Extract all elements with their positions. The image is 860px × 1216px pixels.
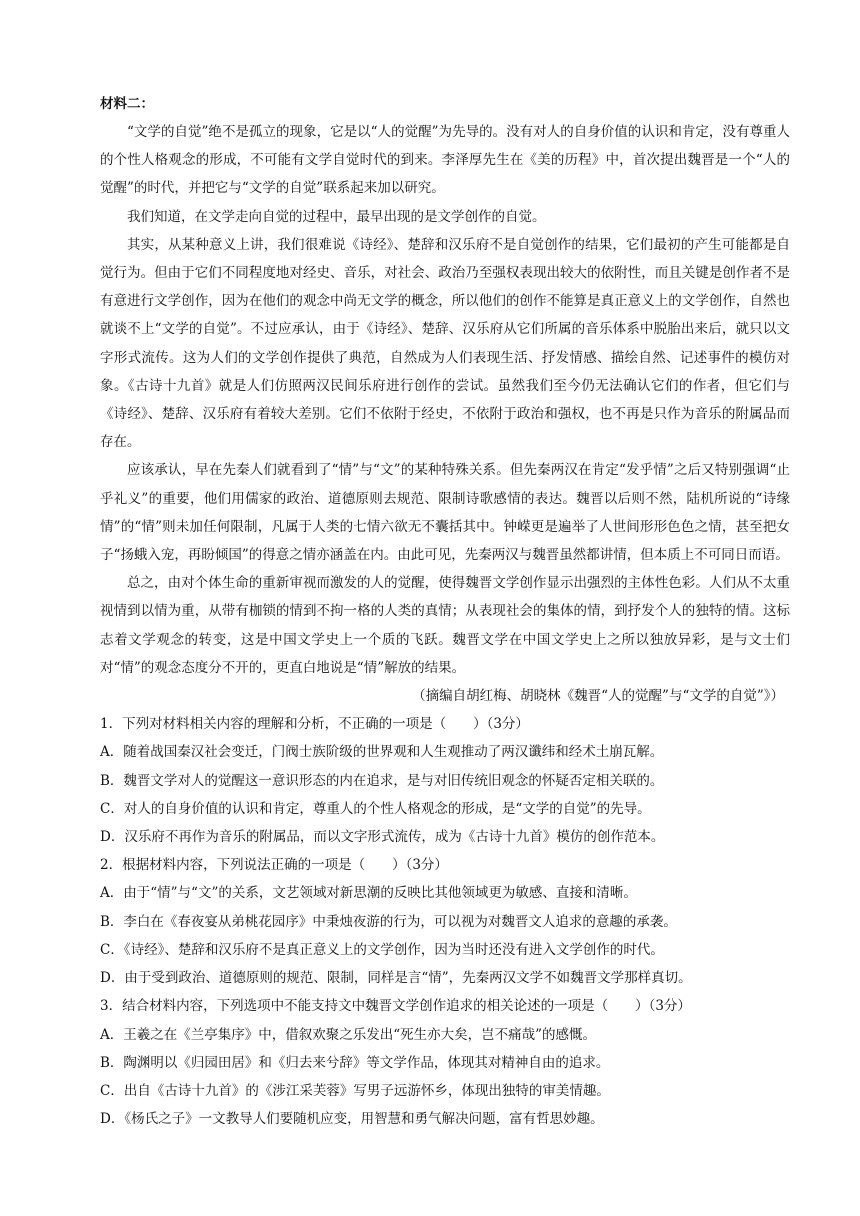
material-heading: 材料二：	[100, 96, 154, 112]
exam-page	[100, 90, 790, 1133]
option-b: B．李白在《春夜宴从弟桃花园序》中秉烛夜游的行为，可以视为对魏晋文人追求的意趣的承袭。	[100, 913, 677, 930]
article-body	[100, 118, 790, 682]
paragraph-3: 其实，从某种意义上讲，我们很难说《诗经》、楚辞和汉乐府不是自觉创作的结果，它们最初的产生可能都是自觉行为。但由于它们不同程度地对经史、音乐，对社会、政治乃至强权表现出较大的依附性，而且关键是创作者不是有意进行文学创作，因为在他们的观念中尚无文学的概念，所以他们的创作不能算是真正意义上的文学创作，自然也就谈不上“文学的自觉”。不过应承认，由于《诗经》、楚辞、汉乐府从它们所属的音乐体系中脱胎出来后，就只以文字形式流传。这为人们的文学创作提供了典范，自然成为人们表现生活、抒发情感、描绘自然、记述事件的模仿对象。《古诗十九首》就是人们仿照两汉民间乐府进行创作的尝试。虽然我们至今仍无法确认它们的作者，但它们与《诗经》、楚辞、汉乐府有着较大差别。它们不依附于经史，不依附于政治和强权，也不再是只作为音乐的附属品而存在。	[100, 236, 790, 451]
option-d: D．汉乐府不再作为音乐的附属品，而以文字形式流传，成为《古诗十九首》模仿的创作范本。	[100, 829, 665, 846]
option-c: C．出自《古诗十九首》的《涉江采芙蓉》写男子远游怀乡，体现出独特的审美情趣。	[100, 1082, 610, 1099]
paragraph-4: 应该承认，早在先秦人们就看到了“情”与“文”的某种特殊关系。但先秦两汉在肯定“发乎情”之后又特别强调“止乎礼义”的重要，他们用儒家的政治、道德原则去规范、限制诗歌感情的表达。魏晋以后则不然，陆机所说的“诗缘情”的“情”则未加任何限制，凡属于人类的七情六欲无不囊括其中。钟嵘更是遍举了人世间形形色色之情，甚至把女子“扬蛾入宠，再盼倾国”的得意之情亦涵盖在内。由此可见，先秦两汉与魏晋虽然都讲情，但本质上不可同日而语。	[100, 462, 790, 564]
option-a: A．王羲之在《兰亭集序》中，借叙欢聚之乐发出“死生亦大矣，岂不痛哉”的感慨。	[100, 1026, 597, 1043]
question-stem: 2．根据材料内容，下列说法正确的一项是（ ）（3分）	[100, 857, 448, 874]
option-c: C．《诗经》、楚辞和汉乐府不是真正意义上的文学创作，因为当时还没有进入文学创作的时代。	[100, 941, 664, 958]
paragraph-1: “文学的自觉”绝不是孤立的现象，它是以“人的觉醒”为先导的。没有对人的自身价值的认识和肯定，没有尊重人的个性人格观念的形成，不可能有文学自觉时代的到来。李泽厚先生在《美的历程》中，首次提出魏晋是一个“人的觉醒”的时代，并把它与“文学的自觉”联系起来加以研究。	[100, 124, 790, 197]
option-d: D．《杨氏之子》一文教导人们要随机应变，用智慧和勇气解决问题，富有哲思妙趣。	[100, 1111, 604, 1128]
option-c: C．对人的自身价值的认识和肯定，尊重人的个性人格观念的形成，是“文学的自觉”的先导。	[100, 800, 651, 817]
question-2	[100, 851, 790, 992]
option-b: B．陶渊明以《归园田居》和《归去来兮辞》等文学作品，体现其对精神自由的追求。	[100, 1054, 610, 1071]
paragraph-2: 我们知道，在文学走向自觉的过程中，最早出现的是文学创作的自觉。	[127, 208, 546, 225]
source-citation: （摘编自胡红梅、胡晓林《魏晋“人的觉醒”与“文学的自觉”》）	[412, 688, 784, 705]
option-b: B．魏晋文学对人的觉醒这一意识形态的内在追求，是与对旧传统旧观念的怀疑否定相关联的。	[100, 772, 664, 789]
option-d: D．由于受到政治、道德原则的规范、限制，同样是言“情”，先秦两汉文学不如魏晋文学那样真切。	[100, 970, 692, 987]
question-stem: 1．下列对材料相关内容的理解和分析，不正确的一项是（ ）（3分）	[100, 716, 529, 733]
question-3	[100, 992, 790, 1133]
question-1	[100, 710, 790, 851]
question-stem: 3．结合材料内容，下列选项中不能支持文中魏晋文学创作追求的相关论述的一项是（ ）（3分）	[100, 998, 691, 1015]
paragraph-5: 总之，由对个体生命的重新审视而激发的人的觉醒，使得魏晋文学创作显示出强烈的主体性色彩。人们从不太重视情到以情为重，从带有枷锁的情到不拘一格的人类的真情；从表现社会的集体的情，到抒发个人的独特的情。这标志着文学观念的转变，这是中国文学史上一个质的飞跃。魏晋文学在中国文学史上之所以独放异彩，是与文士们对“情”的观念态度分不开的，更直白地说是“情”解放的结果。	[100, 575, 790, 676]
question-list	[100, 710, 790, 1133]
option-a: A．随着战国秦汉社会变迁，门阀士族阶级的世界观和人生观推动了两汉谶纬和经术土崩瓦解。	[100, 744, 664, 761]
option-a: A．由于“情”与“文”的关系，文艺领域对新思潮的反映比其他领域更为敏感、直接和清晰。	[100, 885, 637, 902]
